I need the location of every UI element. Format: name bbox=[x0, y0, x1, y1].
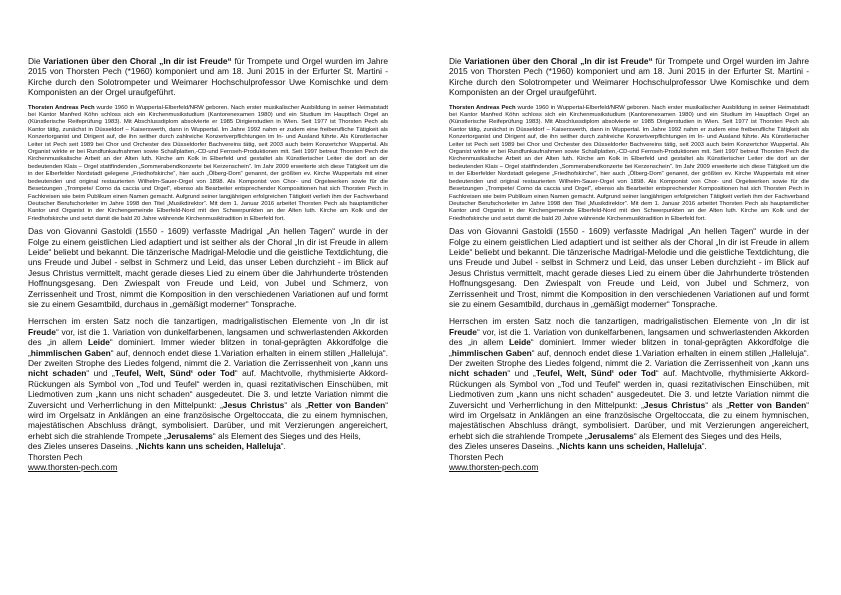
website-link[interactable]: www.thorsten-pech.com bbox=[449, 462, 539, 473]
text: “ als „ bbox=[284, 399, 309, 410]
text: des Zieles unseres Daseins. „ bbox=[449, 441, 560, 452]
text: “ wird im Orgelsatz in Anklängen an eine französische Orgeltoccata, die zu einem hymnischen, majestätischen Abschluss drängt, symbolisiert. Darüber, und mit Verzierungen angereichert, erhebt sich die strahlende Trompete „ bbox=[28, 399, 389, 441]
biography-paragraph bbox=[28, 105, 388, 224]
text: “ wird im Orgelsatz in Anklängen an eine französische Orgeltoccata, die zu einem hymnischen, majestätischen Abschluss drängt, symbolisiert. Darüber, und mit Verzierungen angereichert, erhebt sich die strahlende Trompete „ bbox=[449, 399, 810, 441]
madrigal-paragraph: Das von Giovanni Gastoldi (1550 - 1609) verfasste Madrigal „An hellen Tagen“ wurde in der Folge zu einem geistlichen Lied adaptiert und ist seither als der Choral „In dir ist Freude in allem Leide“ beliebt und bekannt. Die tänzerische Madrigal-Melodie und die geistliche Textdichtung, die uns Freude und Jubel - selbst in Schmerz und Leid, das unser Leben durchzieht - im Blick auf Jesus Christus vermittelt, macht gerade dieses Lied zu einem über die Jahrhunderte tröstenden Hoffnungsgesang. Den Zwiespalt von Freude und Leid, von Jubel und Schmerz, von Zerrissenheit und Trost, nimmt die Komposition in den verschiedenen Variationen auf und formt sie zu einem Gesamtbild, durchaus in „gemäßigt moderner“ Tonsprache. bbox=[28, 226, 388, 309]
intro-text: für Trompete und Orgel wurden im Jahre 2015 von Thorsten Pech (*1960) komponiert und am 18. Juni 2015 in der Erfurter St. Martini - Kirche durch den Solotrompeter und Weimarer Hochschulprofessor Uwe Komischke und dem Komponisten an der Orgel uraufgeführt. bbox=[449, 56, 809, 98]
emphasis: Jesus Christus bbox=[222, 399, 285, 410]
biography-text: wurde 1960 in Wuppertal-Elberfeld/NRW geboren. Nach erster musikalischer Ausbildung in seiner Heimatstadt bei Kantor Manfred Köhn schloss sich ein Kirchenmusikstudium (Kantorenexamen 1980) und ein Studium im Hauptfach Orgel an (Künstlerische Reifeprüfung 1983). Mit Abschlussdiplom absolvierte er 1985 Dirigierstudien in Wien. Seit 1977 ist Thorsten Pech als Kantor tätig, zunächst in Düsseldorf – Kaiserswerth, dann in Wuppertal. Im Jahre 1992 nahm er zudem eine freiberufliche Tätigkeit als Konzertorganist und Dirigent auf, die ihn seither durch zahlreiche Konzertverpflichtungen im In- und Ausland führte. Als Künstlerischer Leiter ist Pech seit 1989 bei Chor und Orchester des Düsseldorfer Bachvereins tätig, seit 2003 auch beim Konzertchor Wuppertal. Als Organist wirkte er bei Rundfunkaufnahmen sowie Schallplatten,-CD-und Fernseh-Produktionen mit. Seit 1997 betreut Thorsten Pech die Kirchenmusikalische Arbeit an der Alten luth. Kirche am Kolk in Elberfeld und gestaltet als Künstlerischer Leiter die dort an der bedeutenden Klais – Orgel stattfindenden „Sommerabendkonzerte bei Kerzenschein“. Im Jahr 2009 erweiterte sich diese Tätigkeit um die in der Elberfelder Nordstadt gelegene „Friedhofskirche“, hier auch „Ölberg-Dom“ genannt, der größten ev. Kirche Wuppertals mit einer bedeutenden und original restaurierten Wilhelm-Sauer-Orgel von 1898. Als Komponist von Chor- und Orgelwerken sowie für die Besetzungen „Trompete/ Corno da caccia und Orgel“, ebenso als Bearbeiter entsprechender Kompositionen hat sich Thorsten Pech in Fachkreisen wie beim Publikum einen Namen gemacht. Aufgrund seiner langjährigen erfolgreichen Tätigkeit verlieh ihm der Fachverband Deutscher Berufschorleiter im Jahre 1998 den Titel „Musikdirektor“. Mit dem 1. Januar 2016 arbeitet Thorsten Pech als hauptamtlicher Kantor und Organist in der Kirchengemeinde Elberfeld-Nord mit den Schwerpunkten an der Alten luth. Kirche am Kolk und der Friedhofskirche und setzt damit die bald 20 Jahre währende Kirchenmusiktradition in Elberfeld fort. bbox=[449, 104, 810, 222]
text: “ vor, ist die 1. Variation von dunkelfarbenen, langsamen und schwerlastenden Akkorden des „in allem bbox=[28, 326, 388, 348]
emphasis: himmlischen Gaben bbox=[30, 347, 111, 358]
signature: Thorsten Pech bbox=[449, 451, 504, 462]
emphasis: Jesus Christus bbox=[643, 399, 706, 410]
text: “ als Element des Sieges und des Heils, bbox=[212, 430, 361, 441]
intro-text: für Trompete und Orgel wurden im Jahre 2015 von Thorsten Pech (*1960) komponiert und am 18. Juni 2015 in der Erfurter St. Martini - Kirche durch den Solotrompeter und Weimarer Hochschulprofessor Uwe Komischke und dem Komponisten an der Orgel uraufgeführt. bbox=[28, 56, 388, 98]
text: Herrschen im ersten Satz noch die tanzartigen, madrigalistischen Elemente von „In dir ist bbox=[449, 316, 809, 327]
biography-paragraph bbox=[449, 105, 809, 224]
madrigal-paragraph: Das von Giovanni Gastoldi (1550 - 1609) verfasste Madrigal „An hellen Tagen“ wurde in der Folge zu einem geistlichen Lied adaptiert und ist seither als der Choral „In dir ist Freude in allem Leide“ beliebt und bekannt. Die tänzerische Madrigal-Melodie und die geistliche Textdichtung, die uns Freude und Jubel - selbst in Schmerz und Leid, das unser Leben durchzieht - im Blick auf Jesus Christus vermittelt, macht gerade dieses Lied zu einem über die Jahrhunderte tröstenden Hoffnungsgesang. Den Zwiespalt von Freude und Leid, von Jubel und Schmerz, von Zerrissenheit und Trost, nimmt die Komposition in den verschiedenen Variationen auf und formt sie zu einem Gesamtbild, durchaus in „gemäßigt moderner“ Tonsprache. bbox=[449, 226, 809, 309]
text: “ auf. Machtvolle, rhythmisierte Akkord-Rückungen als Symbol von „Tod und Teufel“ werden in, quasi rezitativischen Einschüben, mit Liedmotiven zum „kann uns nicht schaden“ ausgedeutet. Die 3. und letzte Variation nimmt die Zuversicht und Verherrlichung in den Mittelpunkt: „ bbox=[449, 368, 809, 410]
emphasis: Freude bbox=[449, 326, 477, 337]
text: “ auf, dennoch endet diese 1.Variation erhalten in einem stillen „Halleluja“. Der zweiten Strophe des Liedes folgend, nimmt die 2. Variation die Zerrissenheit von „kann uns bbox=[449, 347, 809, 368]
text: des Zieles unseres Daseins. „ bbox=[28, 441, 139, 452]
emphasis: Nichts kann uns scheiden, Halleluja bbox=[559, 441, 702, 452]
page-column-right bbox=[449, 56, 809, 479]
emphasis: Leide bbox=[88, 337, 110, 348]
website-link[interactable]: www.thorsten-pech.com bbox=[28, 462, 118, 473]
emphasis: himmlischen Gaben bbox=[451, 347, 532, 358]
emphasis: Jerusalems bbox=[587, 430, 634, 441]
text: “ dominiert. Immer wieder blitzen in tonal-geprägten Akkordfolge die „ bbox=[28, 337, 388, 358]
composer-name: Thorsten Andreas Pech bbox=[449, 104, 516, 111]
biography-text: wurde 1960 in Wuppertal-Elberfeld/NRW geboren. Nach erster musikalischer Ausbildung in seiner Heimatstadt bei Kantor Manfred Köhn schloss sich ein Kirchenmusikstudium (Kantorenexamen 1980) und ein Studium im Hauptfach Orgel an (Künstlerische Reifeprüfung 1983). Mit Abschlussdiplom absolvierte er 1985 Dirigierstudien in Wien. Seit 1977 ist Thorsten Pech als Kantor tätig, zunächst in Düsseldorf – Kaiserswerth, dann in Wuppertal. Im Jahre 1992 nahm er zudem eine freiberufliche Tätigkeit als Konzertorganist und Dirigent auf, die ihn seither durch zahlreiche Konzertverpflichtungen im In- und Ausland führte. Als Künstlerischer Leiter ist Pech seit 1989 bei Chor und Orchester des Düsseldorfer Bachvereins tätig, seit 2003 auch beim Konzertchor Wuppertal. Als Organist wirkte er bei Rundfunkaufnahmen sowie Schallplatten,-CD-und Fernseh-Produktionen mit. Seit 1997 betreut Thorsten Pech die Kirchenmusikalische Arbeit an der Alten luth. Kirche am Kolk in Elberfeld und gestaltet als Künstlerischer Leiter die dort an der bedeutenden Klais – Orgel stattfindenden „Sommerabendkonzerte bei Kerzenschein“. Im Jahr 2009 erweiterte sich diese Tätigkeit um die in der Elberfelder Nordstadt gelegene „Friedhofskirche“, hier auch „Ölberg-Dom“ genannt, der größten ev. Kirche Wuppertals mit einer bedeutenden und original restaurierten Wilhelm-Sauer-Orgel von 1898. Als Komponist von Chor- und Orgelwerken sowie für die Besetzungen „Trompete/ Corno da caccia und Orgel“, ebenso als Bearbeiter entsprechender Kompositionen hat sich Thorsten Pech in Fachkreisen wie beim Publikum einen Namen gemacht. Aufgrund seiner langjährigen erfolgreichen Tätigkeit verlieh ihm der Fachverband Deutscher Berufschorleiter im Jahre 1998 den Titel „Musikdirektor“. Mit dem 1. Januar 2016 arbeitet Thorsten Pech als hauptamtlicher Kantor und Organist in der Kirchengemeinde Elberfeld-Nord mit den Schwerpunkten an der Alten luth. Kirche am Kolk und der Friedhofskirche und setzt damit die bald 20 Jahre währende Kirchenmusiktradition in Elberfeld fort. bbox=[28, 104, 389, 222]
emphasis: Nichts kann uns scheiden, Halleluja bbox=[138, 441, 281, 452]
intro-paragraph bbox=[449, 56, 809, 98]
text: “ vor, ist die 1. Variation von dunkelfarbenen, langsamen und schwerlastenden Akkorden des „in allem bbox=[449, 326, 809, 348]
emphasis: Jerusalems bbox=[166, 430, 213, 441]
text: “ und „ bbox=[507, 368, 536, 379]
page-column-left bbox=[28, 56, 388, 479]
text: “ auf, dennoch endet diese 1.Variation erhalten in einem stillen „Halleluja“. Der zweiten Strophe des Liedes folgend, nimmt die 2. Variation die Zerrissenheit von „kann uns bbox=[28, 347, 388, 368]
text: “ als „ bbox=[705, 399, 730, 410]
signature: Thorsten Pech bbox=[28, 451, 83, 462]
text: Herrschen im ersten Satz noch die tanzartigen, madrigalistischen Elemente von „In dir ist bbox=[28, 316, 388, 327]
text: “ als Element des Sieges und des Heils, bbox=[633, 430, 782, 441]
intro-lead: Die bbox=[449, 56, 465, 66]
intro-paragraph bbox=[28, 56, 388, 98]
emphasis: nicht schaden bbox=[28, 368, 87, 379]
emphasis: Retter von Banden bbox=[729, 399, 807, 410]
variations-paragraph bbox=[449, 316, 809, 472]
emphasis: Teufel, Welt, Sünd‘ oder Tod bbox=[535, 368, 656, 379]
emphasis: Teufel, Welt, Sünd‘ oder Tod bbox=[114, 368, 235, 379]
emphasis: nicht schaden bbox=[449, 368, 508, 379]
composer-name: Thorsten Andreas Pech bbox=[28, 104, 95, 111]
emphasis: Leide bbox=[509, 337, 531, 348]
variations-paragraph bbox=[28, 316, 388, 472]
text: “. bbox=[701, 441, 707, 452]
emphasis: Retter von Banden bbox=[308, 399, 386, 410]
text: “ auf. Machtvolle, rhythmisierte Akkord-Rückungen als Symbol von „Tod und Teufel“ werden in, quasi rezitativischen Einschüben, mit Liedmotiven zum „kann uns nicht schaden“ ausgedeutet. Die 3. und letzte Variation nimmt die Zuversicht und Verherrlichung in den Mittelpunkt: „ bbox=[28, 368, 388, 410]
text: “. bbox=[280, 441, 286, 452]
work-title: Variationen über den Choral „In dir ist Freude“ bbox=[464, 56, 653, 66]
intro-lead: Die bbox=[28, 56, 44, 66]
work-title: Variationen über den Choral „In dir ist Freude“ bbox=[43, 56, 232, 66]
text: “ dominiert. Immer wieder blitzen in tonal-geprägten Akkordfolge die „ bbox=[449, 337, 809, 358]
emphasis: Freude bbox=[28, 326, 56, 337]
text: “ und „ bbox=[86, 368, 115, 379]
